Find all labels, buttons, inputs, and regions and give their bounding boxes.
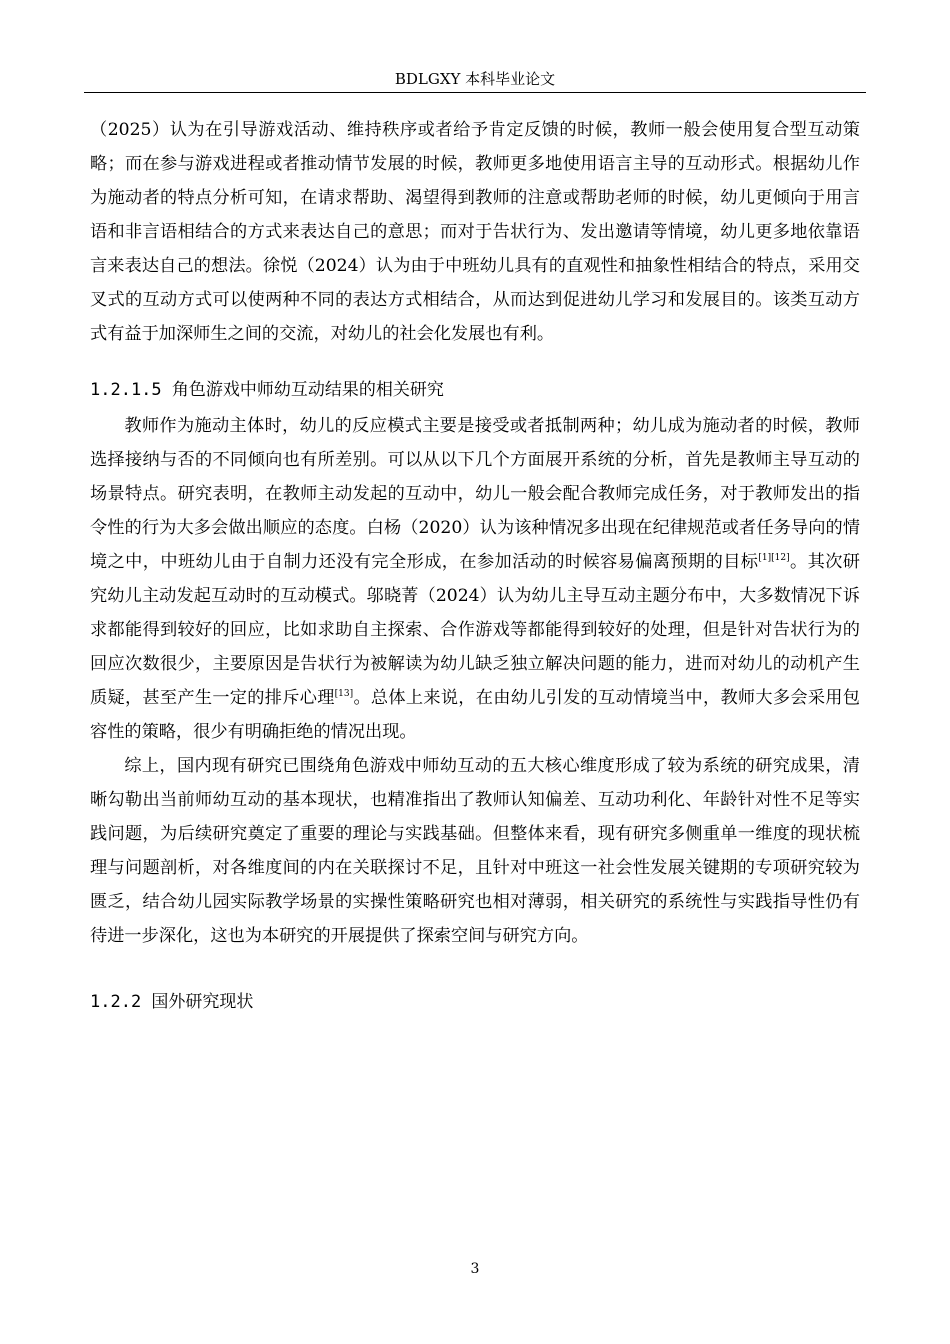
paragraph-2-text-part-1: 教师作为施动主体时，幼儿的反应模式主要是接受或者抵制两种；幼儿成为施动者的时候，教师选择接纳与否的不同倾向也有所差别。可以从以下几个方面展开系统的分析，首先是教师主导互动的场景特点。研究表明，在教师主动发起的互动中，幼儿一般会配合教师完成任务，对于教师发出的指令性的行为大多会做出顺应的态度。白杨（2020）认为该种情况多出现在纪律规范或者任务导向的情境之中，中班幼儿由于自制力还没有完全形成，在参加活动的时候容易偏离预期的目标	[90, 416, 860, 572]
body-paragraph-1: （2025）认为在引导游戏活动、维持秩序或者给予肯定反馈的时候，教师一般会使用复合型互动策略；而在参与游戏进程或者推动情节发展的时候，教师更多地使用语言主导的互动形式。根据幼儿作为施动者的特点分析可知，在请求帮助、渴望得到教师的注意或帮助老师的时候，幼儿更倾向于用言语和非言语相结合的方式来表达自己的意思；而对于告状行为、发出邀请等情境，幼儿更多地依靠语言来表达自己的想法。徐悦（2024）认为由于中班幼儿具有的直观性和抽象性相结合的特点，采用交叉式的互动方式可以使两种不同的表达方式相结合，从而达到促进幼儿学习和发展目的。该类互动方式有益于加深师生之间的交流，对幼儿的社会化发展也有利。	[90, 120, 860, 344]
page-body	[90, 113, 860, 1019]
section-heading-1-2-2: 1.2.2 国外研究现状	[90, 992, 254, 1012]
page-number: 3	[470, 1261, 480, 1277]
header-divider	[84, 92, 866, 93]
body-paragraph-2	[90, 409, 860, 749]
running-header: BDLGXY 本科毕业论文	[394, 70, 556, 88]
paragraph-2-text-part-3: 。总体上来说，在由幼儿引发的互动情境当中，教师大多会采用包容性的策略，很少有明确拒绝的情况出现。	[90, 688, 860, 742]
body-paragraph-3: 综上，国内现有研究已围绕角色游戏中师幼互动的五大核心维度形成了较为系统的研究成果，清晰勾勒出当前师幼互动的基本现状，也精准指出了教师认知偏差、互动功利化、年龄针对性不足等实践问题，为后续研究奠定了重要的理论与实践基础。但整体来看，现有研究多侧重单一维度的现状梳理与问题剖析，对各维度间的内在关联探讨不足，且针对中班这一社会性发展关键期的专项研究较为匮乏，结合幼儿园实际教学场景的实操性策略研究也相对薄弱，相关研究的系统性与实践指导性仍有待进一步深化，这也为本研究的开展提供了探索空间与研究方向。	[90, 756, 860, 946]
citation-13: [13]	[334, 689, 354, 699]
citation-1-12: [1][12]	[758, 553, 790, 563]
paragraph-2-text-part-2: 。其次研究幼儿主动发起互动时的互动模式。邬晓菁（2024）认为幼儿主导互动主题分布中，大多数情况下诉求都能得到较好的回应，比如求助自主探索、合作游戏等都能得到较好的处理，但是针对告状行为的回应次数很少，主要原因是告状行为被解读为幼儿缺乏独立解决问题的能力，进而对幼儿的动机产生质疑，甚至产生一定的排斥心理	[90, 552, 860, 708]
section-heading-1-2-1-5: 1.2.1.5 角色游戏中师幼互动结果的相关研究	[90, 380, 444, 400]
